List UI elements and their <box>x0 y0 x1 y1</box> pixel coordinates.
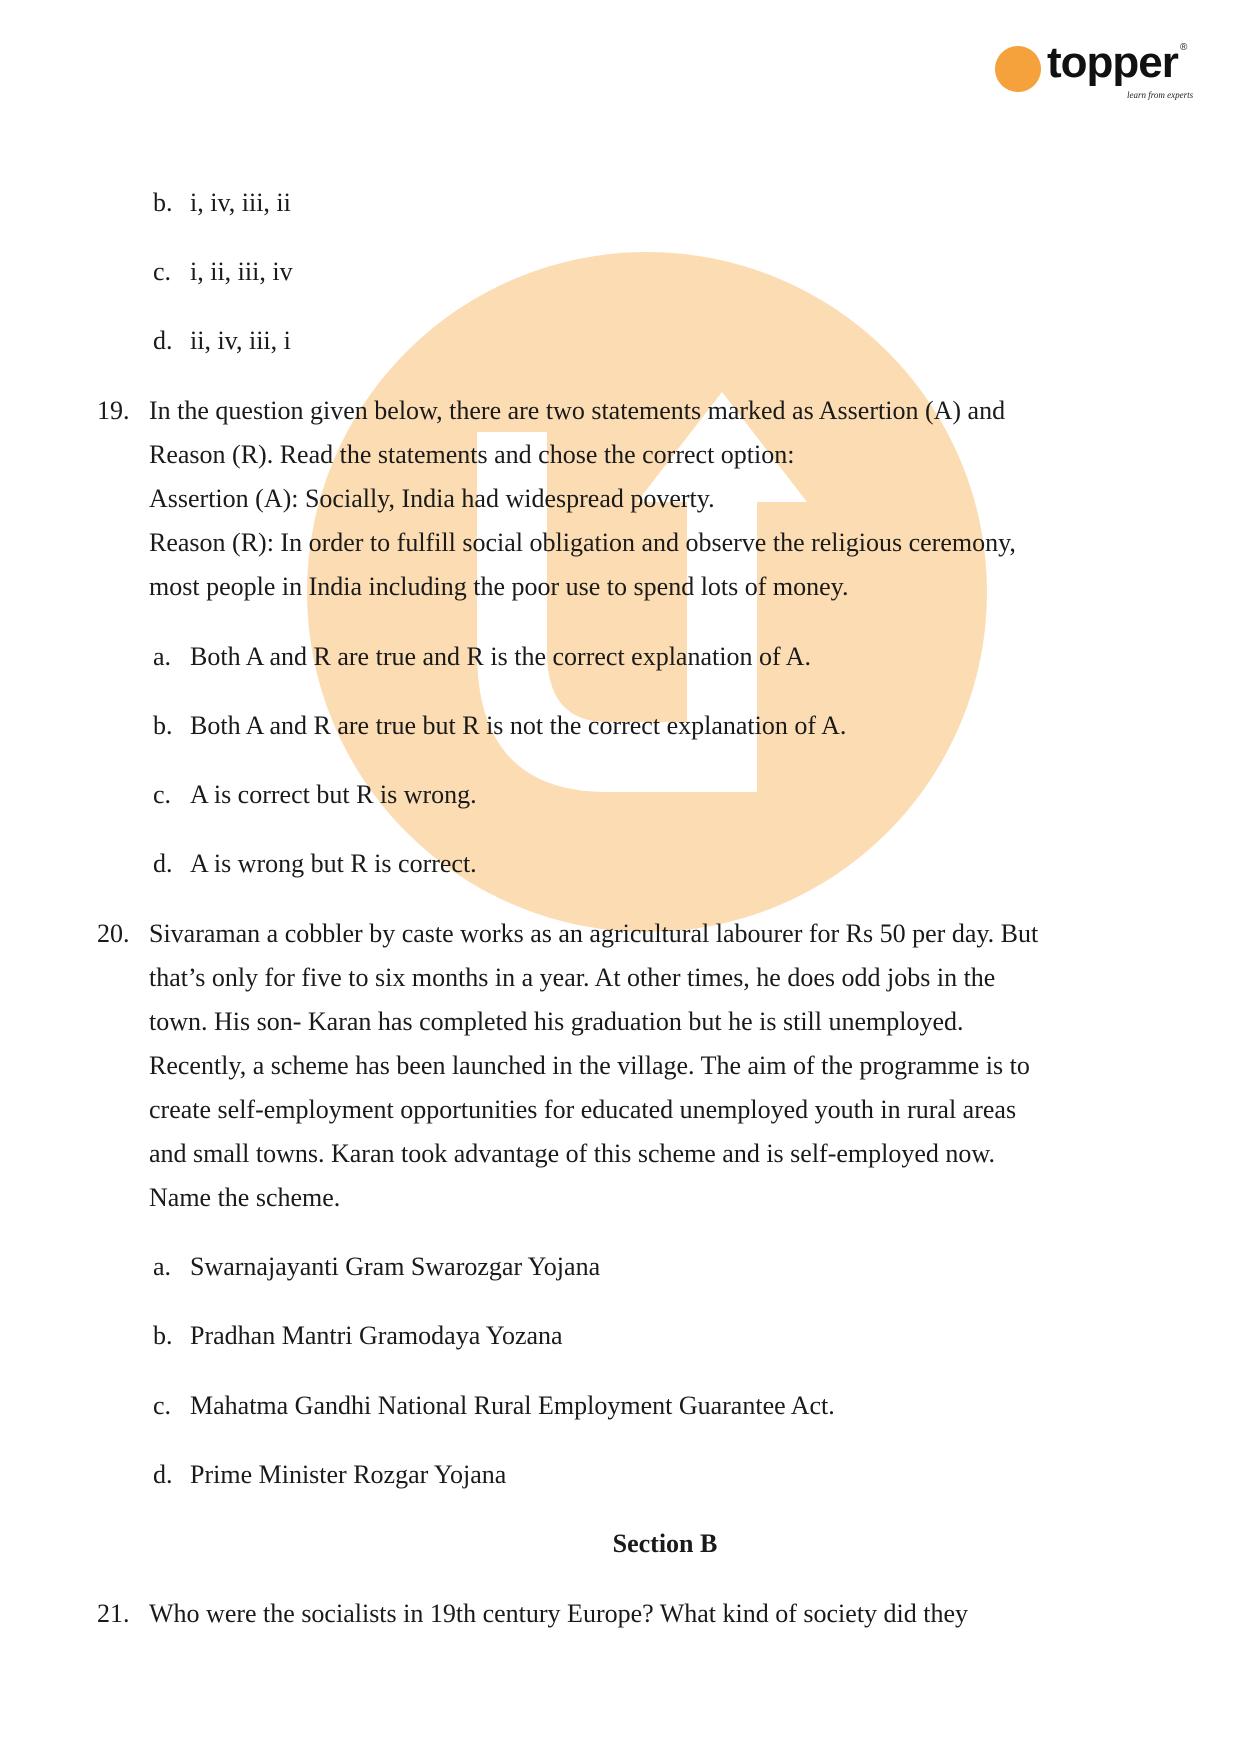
question-text-line: that’s only for five to six months in a year. At other times, he does odd jobs in the <box>149 963 996 992</box>
option-letter: d. <box>153 1460 173 1489</box>
option-text: Swarnajayanti Gram Swarozgar Yojana <box>190 1252 601 1281</box>
question-text-line: Reason (R): In order to fulfill social obligation and observe the religious ceremony, <box>149 528 1016 557</box>
question-text-line: Who were the socialists in 19th century Europe? What kind of society did they <box>149 1599 969 1628</box>
option-letter: b. <box>153 711 173 740</box>
question-number: 21. <box>97 1599 130 1628</box>
question-text-line: town. His son- Karan has completed his graduation but he is still unemployed. <box>149 1007 964 1036</box>
question-text-line: Name the scheme. <box>149 1183 341 1212</box>
logo-wordmark: topper <box>1047 38 1178 87</box>
option-letter: b. <box>153 1321 173 1350</box>
option-letter: c. <box>153 1391 172 1420</box>
question-text-line: Reason (R). Read the statements and chose the correct option: <box>149 440 795 469</box>
option-letter: c. <box>153 780 172 809</box>
question-text-line: and small towns. Karan took advantage of this scheme and is self-employed now. <box>149 1139 995 1168</box>
option-text: Pradhan Mantri Gramodaya Yozana <box>190 1321 563 1350</box>
option-text: Both A and R are true but R is not the correct explanation of A. <box>190 711 847 740</box>
option-text: i, iv, iii, ii <box>190 188 291 217</box>
question-text-line: create self-employment opportunities for educated unemployed youth in rural areas <box>149 1095 1017 1124</box>
topper-logo <box>995 38 1195 102</box>
option-letter: d. <box>153 326 173 355</box>
option-letter: d. <box>153 849 173 878</box>
question-text-line: Assertion (A): Socially, India had widespread poverty. <box>149 484 715 513</box>
option-letter: a. <box>153 1252 172 1281</box>
option-text: Both A and R are true and R is the correct explanation of A. <box>190 642 811 671</box>
logo-tagline: learn from experts <box>1127 90 1194 100</box>
option-text: Mahatma Gandhi National Rural Employment Guarantee Act. <box>190 1391 835 1420</box>
option-letter: c. <box>153 257 172 286</box>
question-text-line: Recently, a scheme has been launched in the village. The aim of the programme is to <box>149 1051 1030 1080</box>
option-text: i, ii, iii, iv <box>190 257 293 286</box>
question-text-line: In the question given below, there are two statements marked as Assertion (A) and <box>149 396 1006 425</box>
option-text: ii, iv, iii, i <box>190 326 291 355</box>
question-text-line: most people in India including the poor use to spend lots of money. <box>149 572 849 601</box>
option-text: A is correct but R is wrong. <box>190 780 477 809</box>
logo-u-icon <box>995 46 1041 92</box>
section-heading: Section B <box>612 1529 718 1558</box>
option-text: Prime Minister Rozgar Yojana <box>190 1460 507 1489</box>
option-letter: b. <box>153 188 173 217</box>
option-letter: a. <box>153 642 172 671</box>
option-text: A is wrong but R is correct. <box>190 849 477 878</box>
question-number: 20. <box>97 919 130 948</box>
question-number: 19. <box>97 396 130 425</box>
question-text-line: Sivaraman a cobbler by caste works as an agricultural labourer for Rs 50 per day. But <box>149 919 1039 948</box>
logo-registered: ® <box>1180 42 1188 53</box>
